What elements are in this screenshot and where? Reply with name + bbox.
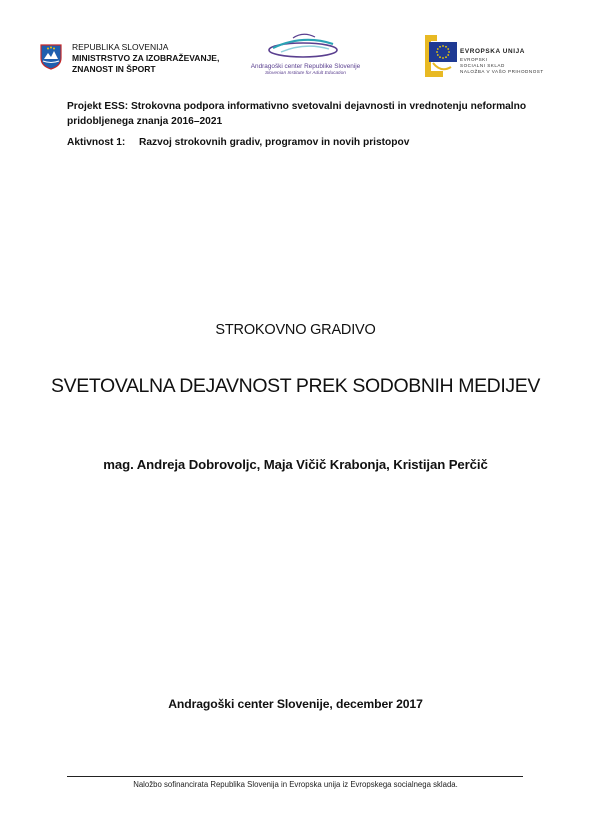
ministry-logo (40, 40, 230, 80)
esf-subtitle (460, 57, 544, 75)
acs-logo (243, 32, 368, 82)
eu-title: EVROPSKA UNIJA (460, 48, 525, 55)
activity-label: Aktivnost 1: (67, 137, 126, 148)
document-title: SVETOVALNA DEJAVNOST PREK SODOBNIH MEDIJEV (51, 375, 540, 397)
ministry-name (72, 42, 219, 75)
document-authors: mag. Andreja Dobrovoljc, Maja Vičič Krabonja, Kristijan Perčič (103, 457, 488, 472)
footer-divider (67, 776, 523, 777)
ministry-line-3: ZNANOST IN ŠPORT (72, 64, 156, 74)
esf-line-1: EVROPSKI (460, 57, 488, 62)
eu-esf-logo (423, 33, 553, 79)
eu-flag-icon (429, 42, 457, 62)
esf-line-2: SOCIALNI SKLAD (460, 63, 505, 68)
project-description: Projekt ESS: Strokovna podpora informativno svetovalni dejavnosti in vrednotenju neformalno pridobljenega znanja 2016–2021 (67, 101, 527, 127)
footer-funding-note: Naložbo sofinancirata Republika Slovenija in Evropska unija iz Evropskega socialnega sklada. (133, 780, 458, 789)
acs-name: Andragoški center Republike Slovenije (250, 63, 361, 70)
ministry-line-2: MINISTRSTVO ZA IZOBRAŽEVANJE, (72, 53, 220, 63)
acs-subtitle: Slovenian Institute for Adult Education (265, 71, 346, 76)
slovenia-coat-of-arms-icon (40, 44, 62, 70)
acs-swoosh-icon (263, 32, 343, 60)
esf-line-3: NALOŽBA V VAŠO PRIHODNOST (460, 69, 544, 74)
document-type: STROKOVNO GRADIVO (215, 322, 376, 338)
ministry-line-1: REPUBLIKA SLOVENIJA (72, 42, 169, 52)
activity-line (67, 135, 537, 150)
document-publisher: Andragoški center Slovenije, december 2017 (168, 697, 423, 711)
activity-text: Razvoj strokovnih gradiv, programov in novih pristopov (139, 137, 410, 148)
